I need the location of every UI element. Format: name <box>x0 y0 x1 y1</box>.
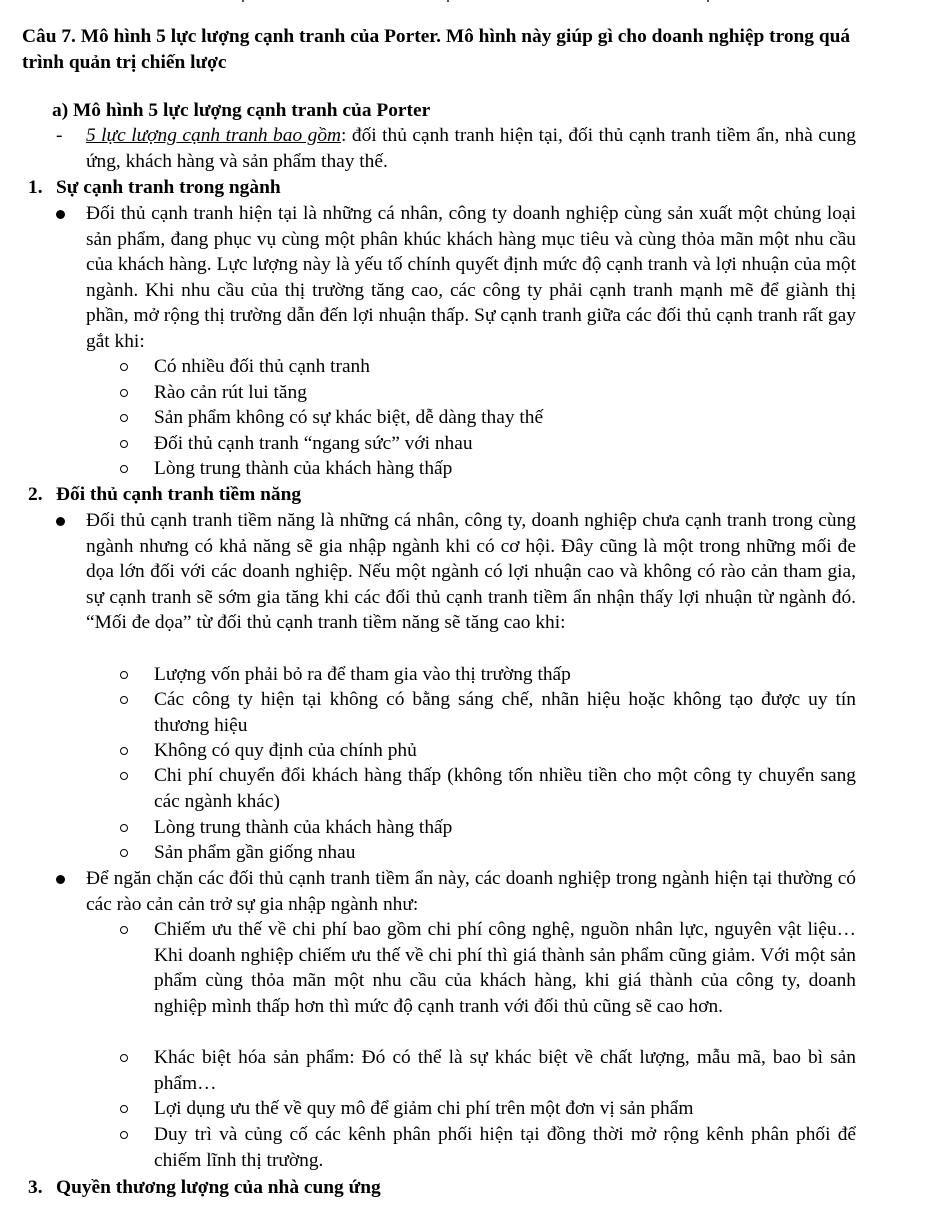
list-item: Các công ty hiện tại không có bằng sáng chế, nhãn hiệu hoặc không tạo được uy tín thương hiệu <box>120 687 856 738</box>
list-item: Lợi dụng ưu thế về quy mô để giảm chi phí trên một đơn vị sản phẩm <box>120 1096 856 1122</box>
intro-text: : đối thủ cạnh tranh hiện tại, đối thủ cạnh tranh tiềm ẩn, nhà cung ứng, khách hàng và sản phẩm thay thế. <box>86 125 856 172</box>
list-item: Sản phẩm không có sự khác biệt, dễ dàng thay thế <box>120 405 856 431</box>
list-item: Có nhiều đối thủ cạnh tranh <box>120 354 856 380</box>
section-1-title: Sự cạnh tranh trong ngành <box>56 177 281 198</box>
section-1-number: 1. <box>28 177 43 198</box>
section-2-paragraph: Đối thủ cạnh tranh tiềm năng là những cá nhân, công ty, doanh nghiệp chưa cạnh tranh trong cùng ngành nhưng có khả năng sẽ gia nhập ngành khi có cơ hội. Đây cũng là một trong những mối đe dọa lớn đối với các doanh nghiệp. Nếu một ngành có lợi nhuận cao và không có rào cản tham gia, sự cạnh tranh sẽ sớm gia tăng khi các đối thủ cạnh tranh tiềm ẩn nhận thấy lợi nhuận từ ngành đó. “Mối đe dọa” từ đối thủ cạnh tranh tiềm năng sẽ tăng cao khi: <box>56 508 856 636</box>
section-3-title: Quyền thương lượng của nhà cung ứng <box>56 1177 381 1198</box>
section-2-title: Đối thủ cạnh tranh tiềm năng <box>56 484 302 505</box>
section-2-heading <box>28 482 301 508</box>
dash-marker: - <box>56 125 63 146</box>
section-2-paragraph-2: Để ngăn chặn các đối thủ cạnh tranh tiềm ẩn này, các doanh nghiệp trong ngành hiện tại thường có các rào cản cản trở sự gia nhập ngành như: <box>56 866 856 917</box>
section-1-paragraph: Đối thủ cạnh tranh hiện tại là những cá nhân, công ty doanh nghiệp cùng sản xuất một chủng loại sản phẩm, đang phục vụ cùng một phân khúc khách hàng mục tiêu và cùng thỏa mãn một nhu cầu của khách hàng. Lực lượng này là yếu tố chính quyết định mức độ cạnh tranh và lợi nhuận của một ngành. Khi nhu cầu của thị trường tăng cao, các công ty phải cạnh tranh mạnh mẽ để giành thị phần, mở rộng thị trường dẫn đến lợi nhuận thấp. Sự cạnh tranh giữa các đối thủ cạnh tranh rất gay gắt khi: <box>56 201 856 355</box>
list-item: Đối thủ cạnh tranh “ngang sức” với nhau <box>120 431 856 457</box>
top-edge-marks <box>0 0 949 6</box>
intro-paragraph <box>56 123 856 174</box>
bullet-dot <box>56 517 65 526</box>
list-item: Sản phẩm gần giống nhau <box>120 840 856 866</box>
question-heading: Câu 7. Mô hình 5 lực lượng cạnh tranh của Porter. Mô hình này giúp gì cho doanh nghiệp trong quá trình quản trị chiến lược <box>22 26 851 73</box>
section-1-heading <box>28 175 281 201</box>
list-item: Chi phí chuyển đổi khách hàng thấp (không tốn nhiều tiền cho một công ty chuyển sang các ngành khác) <box>120 763 856 814</box>
list-item: Chiếm ưu thế về chi phí bao gồm chi phí công nghệ, nguồn nhân lực, nguyên vật liệu…Khi doanh nghiệp chiếm ưu thế về chi phí thì giá thành sản phẩm cũng giảm. Với một sản phẩm cùng thỏa mãn một nhu cầu của khách hàng, khi giá thành của công ty, doanh nghiệp mình thấp hơn thì mức độ cạnh tranh với đối thủ cũng sẽ cao hơn. <box>120 917 856 1019</box>
section-3-heading <box>28 1175 381 1201</box>
intro-label: 5 lực lượng cạnh tranh bao gồm <box>86 125 342 146</box>
section-a-title: a) Mô hình 5 lực lượng cạnh tranh của Porter <box>52 100 431 121</box>
list-item: Lòng trung thành của khách hàng thấp <box>120 815 856 841</box>
bullet-dot <box>56 875 65 884</box>
bullet-dot <box>56 210 65 219</box>
section-3-number: 3. <box>28 1177 43 1198</box>
section-2-number: 2. <box>28 484 43 505</box>
list-item: Duy trì và củng cố các kênh phân phối hiện tại đồng thời mở rộng kênh phân phối để chiếm lĩnh thị trường. <box>120 1122 856 1173</box>
list-item: Khác biệt hóa sản phẩm: Đó có thể là sự khác biệt về chất lượng, mẫu mã, bao bì sản phẩm… <box>120 1045 856 1096</box>
list-item: Lòng trung thành của khách hàng thấp <box>120 456 856 482</box>
list-item: Không có quy định của chính phủ <box>120 738 856 764</box>
list-item: Rào cản rút lui tăng <box>120 380 856 406</box>
list-item: Lượng vốn phải bỏ ra để tham gia vào thị trường thấp <box>120 662 856 688</box>
